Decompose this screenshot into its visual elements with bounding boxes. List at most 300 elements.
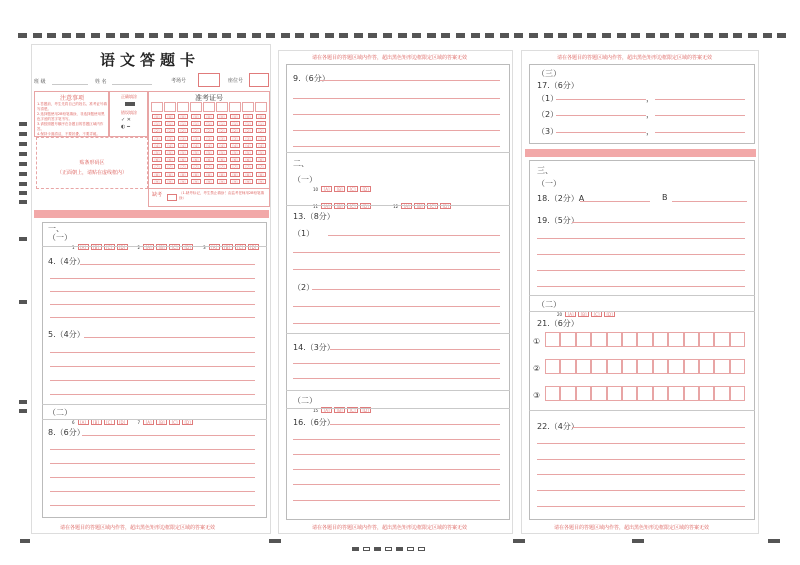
answer-line[interactable] xyxy=(655,115,745,116)
answer-line[interactable] xyxy=(293,469,500,470)
answer-line[interactable] xyxy=(312,289,500,290)
writing-cell[interactable] xyxy=(591,332,606,347)
zkz-bubble[interactable]: [8] xyxy=(256,172,266,177)
answer-line[interactable] xyxy=(655,99,745,100)
zkz-bubble[interactable]: [9] xyxy=(243,179,253,184)
zkz-bubble[interactable]: [6] xyxy=(217,157,227,162)
zkz-bubble[interactable]: [0] xyxy=(217,114,227,119)
zkz-bubble[interactable]: [3] xyxy=(165,136,175,141)
side-tick xyxy=(19,409,27,413)
choice-bubble[interactable]: [B] xyxy=(156,419,167,425)
zkz-label: 准考证号 xyxy=(195,94,223,102)
choice-bubble[interactable]: [B] xyxy=(156,244,167,250)
zkz-bubble[interactable]: [4] xyxy=(152,143,162,148)
zkz-bubble[interactable]: [0] xyxy=(178,114,188,119)
timing-mark xyxy=(587,33,596,38)
zkz-bubble[interactable]: [0] xyxy=(165,114,175,119)
choice-bubble[interactable]: [B] xyxy=(91,419,102,425)
timing-mark xyxy=(266,33,275,38)
choice-bubble[interactable]: [C] xyxy=(347,407,358,413)
zkz-bubble[interactable]: [7] xyxy=(191,164,201,169)
zkz-bubble[interactable]: [6] xyxy=(243,157,253,162)
answer-line[interactable] xyxy=(328,235,500,236)
notice-lines xyxy=(35,102,109,137)
zkz-bubble[interactable]: [9] xyxy=(178,179,188,184)
choice-number: 10 xyxy=(313,187,319,192)
answer-line[interactable] xyxy=(320,80,500,81)
choice-bubble[interactable]: [D] xyxy=(117,244,128,250)
zkz-bubble[interactable]: [8] xyxy=(217,172,227,177)
timing-mark xyxy=(544,33,553,38)
zkz-bubble[interactable]: [4] xyxy=(191,143,201,148)
answer-line[interactable] xyxy=(80,264,255,265)
zkz-bubble[interactable]: [8] xyxy=(178,172,188,177)
zkz-bubble[interactable]: [3] xyxy=(256,136,266,141)
timing-mark xyxy=(529,33,538,38)
timing-mark xyxy=(573,33,582,38)
side-tick xyxy=(19,200,27,204)
answer-line[interactable] xyxy=(655,132,745,133)
zkz-bubble[interactable]: [6] xyxy=(152,157,162,162)
c1-sub1-bubbles[interactable] xyxy=(72,234,269,253)
answer-line[interactable] xyxy=(330,424,500,425)
col2-sub2-title: （二） xyxy=(293,396,317,405)
zkz-digit-box[interactable] xyxy=(164,102,176,112)
writing-cell[interactable] xyxy=(714,386,729,401)
writing-cell[interactable] xyxy=(560,332,575,347)
answer-line[interactable] xyxy=(572,222,745,223)
writing-cell[interactable] xyxy=(560,386,575,401)
answer-line[interactable] xyxy=(330,349,500,350)
timing-mark xyxy=(617,33,626,38)
c2-sub2-bubbles[interactable] xyxy=(313,397,381,416)
choice-bubble[interactable]: [D] xyxy=(604,311,615,317)
answer-line[interactable] xyxy=(293,98,500,99)
choice-bubble[interactable]: [B] xyxy=(578,311,589,317)
writing-cell[interactable] xyxy=(637,359,652,374)
zkz-bubble[interactable]: [0] xyxy=(204,114,214,119)
timing-mark xyxy=(368,33,377,38)
zkz-bubble[interactable]: [5] xyxy=(204,150,214,155)
answer-line[interactable] xyxy=(50,366,255,367)
zkz-bubble[interactable]: [8] xyxy=(230,172,240,177)
zkz-bubble[interactable]: [5] xyxy=(165,150,175,155)
timing-mark xyxy=(514,33,523,38)
answer-line[interactable] xyxy=(50,505,255,506)
zkz-digit-box[interactable] xyxy=(255,102,267,112)
zkz-bubble[interactable]: [4] xyxy=(165,143,175,148)
zkz-bubble[interactable]: [1] xyxy=(230,121,240,126)
zkz-bubble[interactable]: [1] xyxy=(204,121,214,126)
choice-bubble[interactable]: [D] xyxy=(360,186,371,192)
area-notice-1: 请在各题目的答题区域内作答，超出黑色矩形边框限定区域的答案无效 xyxy=(60,525,216,531)
zkz-bubble[interactable]: [7] xyxy=(217,164,227,169)
writing-cell[interactable] xyxy=(668,359,683,374)
zkz-bubble[interactable]: [5] xyxy=(243,150,253,155)
zkz-bubble[interactable]: [2] xyxy=(165,128,175,133)
zkz-bubble[interactable]: [9] xyxy=(256,179,266,184)
answer-line[interactable] xyxy=(537,238,745,239)
choice-bubble[interactable]: [B] xyxy=(414,203,425,209)
choice-bubble[interactable]: [A] xyxy=(143,419,154,425)
zkz-bubble[interactable]: [1] xyxy=(152,121,162,126)
writing-cell[interactable] xyxy=(730,386,745,401)
answer-line[interactable] xyxy=(293,130,500,131)
writing-cell[interactable] xyxy=(576,359,591,374)
correct-fill-label: 正确填涂 xyxy=(121,94,137,99)
zkz-bubble[interactable]: [1] xyxy=(165,121,175,126)
circle-2: ② xyxy=(533,364,541,373)
answer-line[interactable] xyxy=(50,317,255,318)
answer-line[interactable] xyxy=(82,435,255,436)
question-17-3: （3） xyxy=(537,127,559,136)
zkz-bubble[interactable]: [5] xyxy=(217,150,227,155)
choice-bubble[interactable]: [B] xyxy=(334,407,345,413)
writing-cell[interactable] xyxy=(684,359,699,374)
zkz-bubble[interactable]: [9] xyxy=(191,179,201,184)
sub1-title: （一） xyxy=(48,233,72,242)
writing-cell[interactable] xyxy=(591,359,606,374)
answer-line[interactable] xyxy=(537,254,745,255)
barcode-sticker-area xyxy=(36,137,148,189)
zkz-bubble[interactable]: [6] xyxy=(178,157,188,162)
zkz-bubble[interactable]: [1] xyxy=(217,121,227,126)
zkz-bubble[interactable]: [8] xyxy=(204,172,214,177)
choice-bubble[interactable]: [D] xyxy=(248,244,259,250)
writing-cell[interactable] xyxy=(607,386,622,401)
timing-mark xyxy=(456,33,465,38)
answer-line[interactable] xyxy=(50,449,255,450)
circle-3: ③ xyxy=(533,391,541,400)
answer-line[interactable] xyxy=(84,337,255,338)
zkz-bubble[interactable]: [2] xyxy=(191,128,201,133)
writing-cell[interactable] xyxy=(730,332,745,347)
answer-line[interactable] xyxy=(537,443,745,444)
writing-cell[interactable] xyxy=(714,359,729,374)
zkz-bubble[interactable]: [1] xyxy=(256,121,266,126)
timing-mark xyxy=(193,33,202,38)
zkz-bubble[interactable]: [3] xyxy=(217,136,227,141)
zkz-bubble[interactable]: [6] xyxy=(191,157,201,162)
choice-bubble[interactable]: [A] xyxy=(321,407,332,413)
card-title: 语文答题卡 xyxy=(100,51,201,69)
zkz-bubble[interactable]: [5] xyxy=(152,150,162,155)
zkz-digit-box[interactable] xyxy=(177,102,189,112)
timing-mark xyxy=(325,33,334,38)
zkz-bubble[interactable]: [6] xyxy=(165,157,175,162)
zkz-bubble[interactable]: [6] xyxy=(230,157,240,162)
timing-mark xyxy=(719,33,728,38)
area-notice-3-top: 请在各题目的答题区域内作答，超出黑色矩形边框限定区域的答案无效 xyxy=(557,55,713,61)
zkz-bubble[interactable]: [4] xyxy=(217,143,227,148)
zkz-digit-box[interactable] xyxy=(242,102,254,112)
c2-sub1-bubbles-b[interactable] xyxy=(313,193,473,212)
comma-1: ， xyxy=(646,94,654,103)
zkz-bubble[interactable]: [7] xyxy=(152,164,162,169)
zkz-bubble[interactable]: [4] xyxy=(178,143,188,148)
answer-line[interactable] xyxy=(293,306,500,307)
zkz-bubble[interactable]: [9] xyxy=(217,179,227,184)
choice-bubble[interactable]: [A] xyxy=(78,244,89,250)
writing-cell[interactable] xyxy=(684,332,699,347)
choice-bubble[interactable]: [C] xyxy=(104,419,115,425)
choice-bubble[interactable]: [C] xyxy=(169,419,180,425)
zkz-bubble[interactable]: [7] xyxy=(204,164,214,169)
seat-box[interactable] xyxy=(249,73,269,87)
zkz-bubble[interactable]: [7] xyxy=(165,164,175,169)
side-tick xyxy=(19,237,27,241)
writing-cell[interactable] xyxy=(607,332,622,347)
wrong-fill-label: 错误填涂 xyxy=(121,110,137,115)
zkz-digit-box[interactable] xyxy=(216,102,228,112)
writing-cell[interactable] xyxy=(730,359,745,374)
timing-mark xyxy=(471,33,480,38)
answer-line[interactable] xyxy=(537,459,745,460)
writing-cell[interactable] xyxy=(622,386,637,401)
choice-bubble[interactable]: [D] xyxy=(182,419,193,425)
zkz-bubble[interactable]: [5] xyxy=(191,150,201,155)
zkz-bubble[interactable]: [4] xyxy=(204,143,214,148)
zkz-bubble[interactable]: [8] xyxy=(165,172,175,177)
choice-bubble[interactable]: [A] xyxy=(321,186,332,192)
page-marker xyxy=(352,536,425,555)
timing-mark xyxy=(660,33,669,38)
timing-mark xyxy=(106,33,115,38)
zkz-bubble[interactable]: [2] xyxy=(217,128,227,133)
zkz-bubble[interactable]: [1] xyxy=(191,121,201,126)
answer-line[interactable] xyxy=(50,304,255,305)
zkz-digit-box[interactable] xyxy=(229,102,241,112)
answer-line[interactable] xyxy=(556,115,646,116)
zkz-bubble[interactable]: [8] xyxy=(152,172,162,177)
zkz-bubble[interactable]: [0] xyxy=(230,114,240,119)
answer-line[interactable] xyxy=(556,132,646,133)
writing-cell[interactable] xyxy=(653,359,668,374)
writing-cell[interactable] xyxy=(622,332,637,347)
writing-cell[interactable] xyxy=(699,359,714,374)
answer-line[interactable] xyxy=(293,146,500,147)
writing-cell[interactable] xyxy=(653,386,668,401)
choice-bubble[interactable]: [C] xyxy=(104,244,115,250)
zkz-bubble[interactable]: [7] xyxy=(256,164,266,169)
writing-cell[interactable] xyxy=(699,386,714,401)
choice-group xyxy=(203,234,261,253)
choice-bubble[interactable]: [A] xyxy=(78,419,89,425)
writing-cell[interactable] xyxy=(545,386,560,401)
zkz-bubble[interactable]: [2] xyxy=(204,128,214,133)
exam-room-box[interactable] xyxy=(198,73,220,87)
zkz-bubble[interactable]: [2] xyxy=(256,128,266,133)
answer-line[interactable] xyxy=(293,500,500,501)
writing-cell[interactable] xyxy=(668,386,683,401)
zkz-bubble[interactable]: [9] xyxy=(152,179,162,184)
answer-line[interactable] xyxy=(50,477,255,478)
zkz-bubble[interactable]: [7] xyxy=(178,164,188,169)
answer-line[interactable] xyxy=(293,323,500,324)
choice-bubble[interactable]: [D] xyxy=(360,407,371,413)
zkz-digit-box[interactable] xyxy=(190,102,202,112)
zkz-bubble[interactable]: [3] xyxy=(191,136,201,141)
writing-cell[interactable] xyxy=(668,332,683,347)
timing-mark xyxy=(704,33,713,38)
writing-cell[interactable] xyxy=(576,332,591,347)
question-13-1: （1） xyxy=(293,229,315,238)
zkz-bubble[interactable]: [2] xyxy=(178,128,188,133)
writing-cell[interactable] xyxy=(699,332,714,347)
choice-bubble[interactable]: [D] xyxy=(182,244,193,250)
zkz-bubble[interactable]: [3] xyxy=(243,136,253,141)
timing-mark xyxy=(768,539,780,543)
answer-line[interactable] xyxy=(50,394,255,395)
answer-line[interactable] xyxy=(537,270,745,271)
answer-line[interactable] xyxy=(293,252,500,253)
choice-bubble[interactable]: [C] xyxy=(347,203,358,209)
zkz-digit-box[interactable] xyxy=(151,102,163,112)
answer-line[interactable] xyxy=(293,439,500,440)
choice-bubble[interactable]: [A] xyxy=(401,203,412,209)
zkz-bubble[interactable]: [2] xyxy=(243,128,253,133)
question-21: 21.（6分） xyxy=(537,319,579,328)
timing-mark xyxy=(295,33,304,38)
zkz-bubble[interactable]: [8] xyxy=(243,172,253,177)
choice-number: 15 xyxy=(313,408,319,413)
writing-cell[interactable] xyxy=(591,386,606,401)
zkz-bubble[interactable]: [5] xyxy=(230,150,240,155)
timing-mark xyxy=(441,33,450,38)
writing-cell[interactable] xyxy=(545,332,560,347)
timing-mark xyxy=(310,33,319,38)
zkz-bubble[interactable]: [4] xyxy=(256,143,266,148)
comma-3: ， xyxy=(646,127,654,136)
choice-bubble[interactable]: [A] xyxy=(321,203,332,209)
zkz-bubble[interactable]: [5] xyxy=(256,150,266,155)
answer-line[interactable] xyxy=(537,490,745,491)
timing-mark xyxy=(149,33,158,38)
question-18-b: B xyxy=(662,193,668,202)
zkz-bubble[interactable]: [0] xyxy=(152,114,162,119)
answer-line[interactable] xyxy=(50,352,255,353)
timing-mark xyxy=(690,33,699,38)
zkz-bubble[interactable]: [9] xyxy=(204,179,214,184)
answer-line[interactable] xyxy=(50,278,255,279)
writing-cell[interactable] xyxy=(637,332,652,347)
zkz-bubble[interactable]: [3] xyxy=(178,136,188,141)
writing-cell[interactable] xyxy=(653,332,668,347)
writing-cell[interactable] xyxy=(607,359,622,374)
answer-line[interactable] xyxy=(293,363,500,364)
answer-line[interactable] xyxy=(672,201,747,202)
zkz-bubble[interactable]: [3] xyxy=(230,136,240,141)
writing-cell[interactable] xyxy=(714,332,729,347)
writing-cell[interactable] xyxy=(684,386,699,401)
answer-line[interactable] xyxy=(50,291,255,292)
question-17-2: （2） xyxy=(537,110,559,119)
choice-number: 7 xyxy=(137,420,141,425)
writing-cell[interactable] xyxy=(637,386,652,401)
answer-line[interactable] xyxy=(537,474,745,475)
side-tick xyxy=(19,300,27,304)
answer-line[interactable] xyxy=(293,454,500,455)
answer-line[interactable] xyxy=(50,463,255,464)
writing-cell[interactable] xyxy=(622,359,637,374)
zkz-bubble[interactable]: [4] xyxy=(230,143,240,148)
choice-bubble[interactable]: [C] xyxy=(235,244,246,250)
choice-bubble[interactable]: [C] xyxy=(591,311,602,317)
answer-line[interactable] xyxy=(50,491,255,492)
col2-sub1-title: （一） xyxy=(293,175,317,184)
answer-line[interactable] xyxy=(293,114,500,115)
answer-line[interactable] xyxy=(50,380,255,381)
timing-mark xyxy=(269,539,281,543)
notice-box xyxy=(34,91,110,137)
writing-cell[interactable] xyxy=(545,359,560,374)
zkz-bubble[interactable]: [1] xyxy=(178,121,188,126)
choice-bubble[interactable]: [D] xyxy=(360,203,371,209)
choice-bubble[interactable]: [C] xyxy=(169,244,180,250)
exam-room-label: 考场号 xyxy=(171,78,187,84)
zkz-bubble[interactable]: [9] xyxy=(230,179,240,184)
zkz-bubble[interactable]: [2] xyxy=(152,128,162,133)
answer-line[interactable] xyxy=(537,506,745,507)
section-bar xyxy=(34,210,269,218)
zkz-bubble[interactable]: [6] xyxy=(204,157,214,162)
writing-cell[interactable] xyxy=(576,386,591,401)
zkz-bubble[interactable]: [0] xyxy=(243,114,253,119)
zkz-bubble[interactable]: [3] xyxy=(204,136,214,141)
zkz-bubble[interactable]: [1] xyxy=(243,121,253,126)
zkz-bubble[interactable]: [0] xyxy=(256,114,266,119)
choice-bubble[interactable]: [B] xyxy=(222,244,233,250)
zkz-bubble[interactable]: [0] xyxy=(191,114,201,119)
answer-line[interactable] xyxy=(293,269,500,270)
choice-bubble[interactable]: [C] xyxy=(347,186,358,192)
writing-cell[interactable] xyxy=(560,359,575,374)
timing-mark xyxy=(208,33,217,38)
choice-bubble[interactable]: [A] xyxy=(565,311,576,317)
answer-line[interactable] xyxy=(537,286,745,287)
timing-mark xyxy=(675,33,684,38)
answer-line[interactable] xyxy=(293,378,500,379)
section-1-title: 一、 xyxy=(48,224,64,233)
answer-line[interactable] xyxy=(556,99,646,100)
choice-bubble[interactable]: [D] xyxy=(440,203,451,209)
absent-box-mark[interactable] xyxy=(167,194,177,201)
zkz-bubble[interactable]: [3] xyxy=(152,136,162,141)
zkz-bubble[interactable]: [8] xyxy=(191,172,201,177)
zkz-bubble[interactable]: [9] xyxy=(165,179,175,184)
zkz-bubble[interactable]: [7] xyxy=(243,164,253,169)
answer-line[interactable] xyxy=(580,201,650,202)
zkz-bubble[interactable]: [4] xyxy=(243,143,253,148)
answer-line[interactable] xyxy=(572,427,745,428)
zkz-bubble[interactable]: [2] xyxy=(230,128,240,133)
answer-line[interactable] xyxy=(293,484,500,485)
zkz-bubble[interactable]: [7] xyxy=(230,164,240,169)
choice-bubble[interactable]: [B] xyxy=(91,244,102,250)
timing-mark xyxy=(558,33,567,38)
zkz-bubble[interactable]: [6] xyxy=(256,157,266,162)
choice-bubble[interactable]: [B] xyxy=(334,203,345,209)
timing-mark xyxy=(222,33,231,38)
choice-bubble[interactable]: [C] xyxy=(427,203,438,209)
zkz-digit-box[interactable] xyxy=(203,102,215,112)
choice-bubble[interactable]: [A] xyxy=(143,244,154,250)
notice-title: 注意事项 xyxy=(59,95,84,102)
choice-bubble[interactable]: [D] xyxy=(117,419,128,425)
choice-bubble[interactable]: [B] xyxy=(334,186,345,192)
choice-bubble[interactable]: [A] xyxy=(209,244,220,250)
zkz-bubble[interactable]: [5] xyxy=(178,150,188,155)
